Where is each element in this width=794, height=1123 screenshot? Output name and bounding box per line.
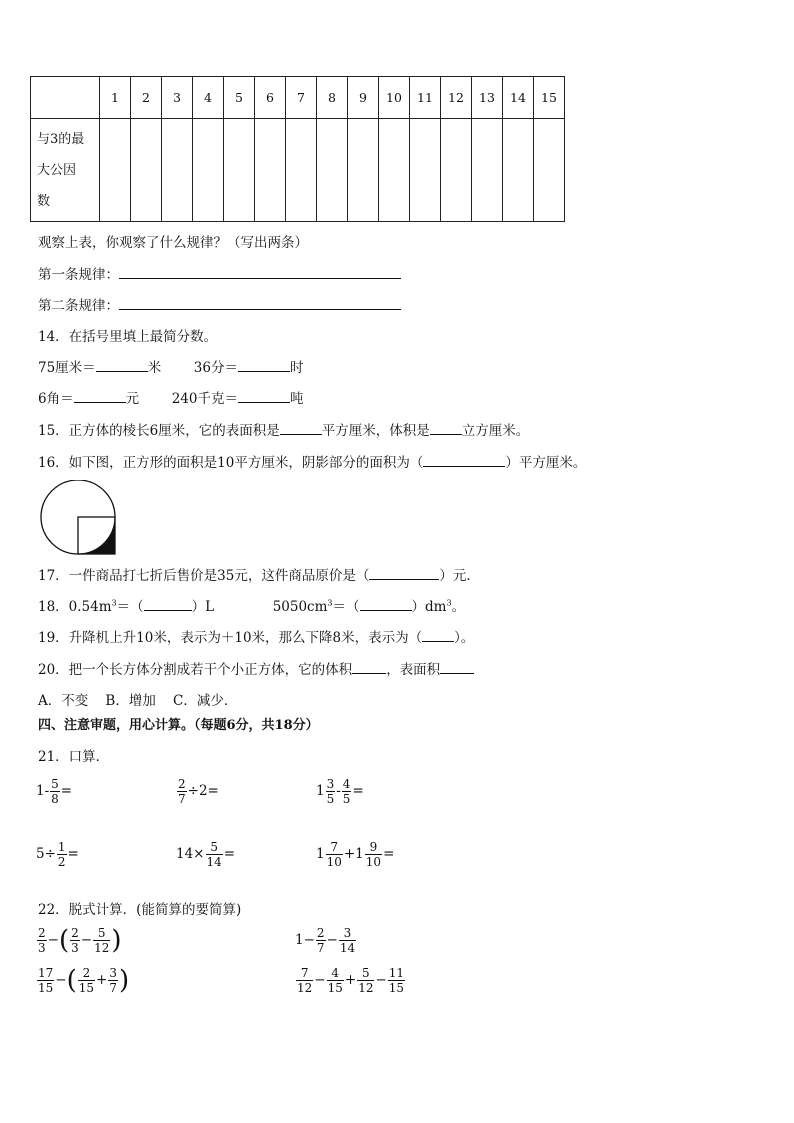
table-row-label — [31, 119, 100, 222]
expr-text: 14× — [176, 846, 205, 862]
table-number-cell: 13 — [472, 77, 503, 119]
q19 — [38, 626, 474, 646]
table-number-cell: 1 — [100, 77, 131, 119]
q22-expr3 — [36, 966, 129, 995]
q16-part2: ）平方厘米。 — [505, 455, 587, 471]
q17-blank[interactable] — [369, 567, 439, 580]
q18-b-sup: 3 — [327, 598, 333, 608]
q21-expr3 — [316, 777, 364, 806]
q18-b-blank[interactable] — [360, 598, 412, 611]
q14-row1 — [38, 356, 303, 376]
expr-text: − — [326, 932, 338, 948]
q14-a-unit: 米 — [147, 360, 162, 376]
q20-blank-area[interactable] — [440, 661, 474, 674]
table-number-cell: 12 — [441, 77, 472, 119]
expr-text: - — [336, 783, 341, 799]
answer-cell[interactable] — [255, 119, 286, 222]
q21-title: 21．口算． — [38, 749, 110, 765]
table-number-cell: 15 — [534, 77, 565, 119]
expr-text: ÷2= — [187, 783, 219, 799]
row-label-line: 数 — [37, 193, 51, 209]
q18-a-sup: 3 — [111, 598, 117, 608]
expr-text: 1 — [316, 846, 325, 862]
q21-expr1 — [36, 777, 72, 806]
table-number-cell: 2 — [131, 77, 162, 119]
q17-part2: ）元． — [439, 568, 480, 584]
q16 — [38, 451, 586, 471]
expr-text: = — [383, 846, 395, 862]
fraction — [357, 966, 374, 995]
q18-b-end: 。 — [451, 599, 466, 615]
q20-part1: 20．把一个长方体分割成若干个小正方体，它的体积 — [38, 662, 353, 678]
q14-d-blank[interactable] — [238, 390, 290, 403]
q14-row2 — [38, 387, 303, 407]
numerator: 17 — [38, 966, 54, 980]
q16-blank[interactable] — [423, 454, 505, 467]
answer-cell[interactable] — [286, 119, 317, 222]
q20-options: A．不变 B．增加 C．减少． — [38, 693, 238, 709]
q14-c-blank[interactable] — [74, 390, 126, 403]
q14-a-left: 75厘米＝ — [38, 360, 96, 376]
q14-b-left: 36分＝ — [193, 360, 238, 376]
expr-text: = — [67, 846, 79, 862]
q15-part3: 立方厘米。 — [461, 423, 530, 439]
fraction — [57, 840, 67, 869]
table-number-cell: 3 — [162, 77, 193, 119]
expr-text: 1- — [36, 783, 50, 799]
numerator: 7 — [296, 966, 313, 981]
denominator: 3 — [71, 941, 79, 955]
answer-cell[interactable] — [224, 119, 255, 222]
q22-expr4 — [295, 966, 406, 995]
expr-text: 1− — [295, 932, 315, 948]
denominator: 15 — [38, 981, 54, 995]
denominator: 12 — [297, 981, 313, 995]
answer-cell[interactable] — [472, 119, 503, 222]
q19-part1: 19．升降机上升10米，表示为＋10米，那么下降8米，表示为（ — [38, 630, 423, 646]
q15-blank-area[interactable] — [280, 422, 322, 435]
denominator: 5 — [326, 792, 335, 806]
rule2-label: 第二条规律： — [38, 298, 119, 314]
numerator: 1 — [57, 840, 66, 854]
fraction — [339, 926, 356, 955]
q15-blank-volume[interactable] — [430, 422, 462, 435]
q14-d-unit: 吨 — [289, 391, 304, 407]
denominator: 14 — [206, 855, 222, 869]
fraction — [365, 840, 382, 869]
q17 — [38, 564, 480, 584]
denominator: 15 — [78, 981, 95, 995]
answer-cell[interactable] — [193, 119, 224, 222]
answer-cell[interactable] — [131, 119, 162, 222]
q14-c-unit: 元 — [125, 391, 140, 407]
table-header-row — [31, 77, 565, 119]
q18-a-blank[interactable] — [144, 598, 192, 611]
q14-c-left: 6角＝ — [38, 391, 74, 407]
denominator: 7 — [178, 792, 186, 806]
numerator: 5 — [357, 966, 374, 981]
q22-expr1 — [36, 926, 122, 955]
q15 — [38, 419, 529, 439]
right-paren: ) — [111, 925, 122, 956]
table-number-cell: 11 — [410, 77, 441, 119]
fraction — [316, 926, 326, 955]
denominator: 15 — [327, 981, 343, 995]
q18-b-mid: ＝（ — [332, 599, 360, 615]
rule1-line — [38, 263, 401, 283]
fraction — [327, 966, 344, 995]
denominator: 10 — [365, 855, 382, 869]
fraction — [388, 966, 405, 995]
expr-text: − — [314, 972, 326, 988]
table-number-cell: 4 — [193, 77, 224, 119]
table-number-cell: 7 — [286, 77, 317, 119]
answer-cell[interactable] — [379, 119, 410, 222]
fraction — [108, 966, 118, 995]
table-number-cell: 8 — [317, 77, 348, 119]
expr-text: = — [223, 846, 236, 862]
q16-part1: 16．如下图，正方形的面积是10平方厘米，阴影部分的面积为（ — [38, 455, 424, 471]
numerator: 11 — [388, 966, 405, 980]
rule1-blank[interactable] — [119, 266, 401, 279]
q18-b-left: 5050cm — [272, 599, 328, 615]
row-label-line: 与3的最 — [37, 131, 85, 147]
rule2-line — [38, 294, 401, 314]
expr-text: 1 — [316, 783, 325, 799]
fraction — [78, 966, 95, 995]
expr-text: = — [60, 783, 73, 799]
numerator: 3 — [326, 777, 335, 791]
fraction — [37, 926, 47, 955]
q15-part2: 平方厘米，体积是 — [321, 423, 430, 439]
denominator: 7 — [109, 981, 117, 995]
denominator: 15 — [388, 981, 405, 995]
answer-cell[interactable] — [317, 119, 348, 222]
q14-a-blank[interactable] — [96, 359, 148, 372]
answer-cell[interactable] — [162, 119, 193, 222]
denominator: 12 — [358, 981, 374, 995]
numerator: 2 — [316, 926, 325, 940]
q18-b-right: ）dm — [411, 599, 447, 615]
expr-text: − — [375, 972, 387, 988]
q14-title: 14．在括号里填上最简分数。 — [38, 329, 218, 345]
q18 — [38, 595, 465, 615]
numerator: 2 — [38, 926, 46, 940]
numerator: 5 — [51, 777, 59, 791]
numerator: 7 — [326, 840, 343, 855]
numerator: 4 — [342, 777, 351, 791]
numerator: 2 — [178, 777, 186, 791]
rule2-blank[interactable] — [119, 297, 401, 310]
table-number-cell: 10 — [379, 77, 410, 119]
q22-title: 22．脱式计算．(能简算的要简算) — [38, 902, 242, 918]
q18-a-right: ）L — [191, 599, 215, 615]
q20-blank-volume[interactable] — [352, 661, 386, 674]
fraction — [326, 840, 343, 869]
q18-b-sup2: 3 — [446, 598, 452, 608]
table-number-cell: 14 — [503, 77, 534, 119]
observe-prompt: 观察上表，你观察了什么规律？（写出两条） — [38, 235, 308, 251]
section4-heading: 四、注意审题，用心计算。（每题6分，共18分） — [38, 718, 319, 733]
fraction — [342, 777, 352, 806]
q21-expr6 — [316, 840, 394, 869]
q21-expr5 — [176, 840, 235, 869]
q21-expr4 — [36, 840, 79, 869]
expr-text: + — [344, 972, 357, 988]
denominator: 12 — [94, 941, 110, 955]
fraction — [70, 926, 80, 955]
table-number-cell: 6 — [255, 77, 286, 119]
table-number-cell: 9 — [348, 77, 379, 119]
numerator: 5 — [93, 926, 110, 941]
q14-d-left: 240千克＝ — [171, 391, 238, 407]
numerator: 3 — [339, 926, 356, 941]
table-number-cell: 5 — [224, 77, 255, 119]
table-corner-cell — [31, 77, 100, 119]
q20 — [38, 658, 474, 678]
fraction — [326, 777, 336, 806]
expr-text: +1 — [343, 846, 364, 862]
circle-square-figure — [38, 480, 120, 556]
fraction — [50, 777, 60, 806]
denominator: 7 — [316, 941, 325, 955]
q15-part1: 15．正方体的棱长6厘米，它的表面积是 — [38, 423, 280, 439]
right-paren: ) — [118, 965, 130, 996]
expr-text: = — [352, 783, 364, 799]
table-gcd-row — [31, 119, 565, 222]
denominator: 5 — [342, 792, 351, 806]
denominator: 3 — [38, 941, 46, 955]
q20-part2: ，表面积 — [386, 662, 441, 678]
q22-expr2 — [295, 926, 357, 955]
q18-a-left: 18．0.54m — [38, 599, 112, 615]
answer-cell[interactable] — [534, 119, 565, 222]
fraction — [206, 840, 223, 869]
row-label-line: 大公因 — [37, 162, 77, 178]
expr-text: + — [96, 972, 108, 988]
q19-part2: ）。 — [454, 630, 475, 646]
fraction — [296, 966, 313, 995]
expr-text: − — [55, 972, 67, 988]
numerator: 2 — [71, 926, 79, 940]
expr-text: − — [47, 932, 59, 948]
q21-expr2 — [176, 777, 219, 806]
left-paren: ( — [66, 965, 77, 996]
numerator: 4 — [327, 966, 344, 981]
fraction — [93, 926, 110, 955]
q14-b-unit: 时 — [289, 360, 304, 376]
denominator: 10 — [326, 855, 342, 869]
expr-text: 5÷ — [36, 846, 56, 862]
gcd-table — [30, 76, 565, 222]
q17-part1: 17．一件商品打七折后售价是35元，这件商品原价是（ — [38, 568, 370, 584]
answer-cell[interactable] — [100, 119, 131, 222]
fraction — [37, 966, 54, 995]
numerator: 9 — [365, 840, 382, 855]
q19-blank[interactable] — [422, 629, 454, 642]
numerator: 3 — [109, 966, 117, 980]
left-paren: ( — [58, 925, 70, 956]
answer-cell[interactable] — [348, 119, 379, 222]
numerator: 5 — [206, 840, 223, 855]
expr-text: − — [80, 932, 93, 948]
denominator: 8 — [51, 792, 59, 806]
answer-cell[interactable] — [441, 119, 472, 222]
numerator: 2 — [78, 966, 95, 981]
denominator: 14 — [339, 941, 356, 955]
denominator: 2 — [57, 855, 66, 869]
rule1-label: 第一条规律： — [38, 267, 119, 283]
q18-a-mid: ＝（ — [116, 599, 144, 615]
answer-cell[interactable] — [503, 119, 534, 222]
fraction — [177, 777, 187, 806]
q14-b-blank[interactable] — [238, 359, 290, 372]
answer-cell[interactable] — [410, 119, 441, 222]
